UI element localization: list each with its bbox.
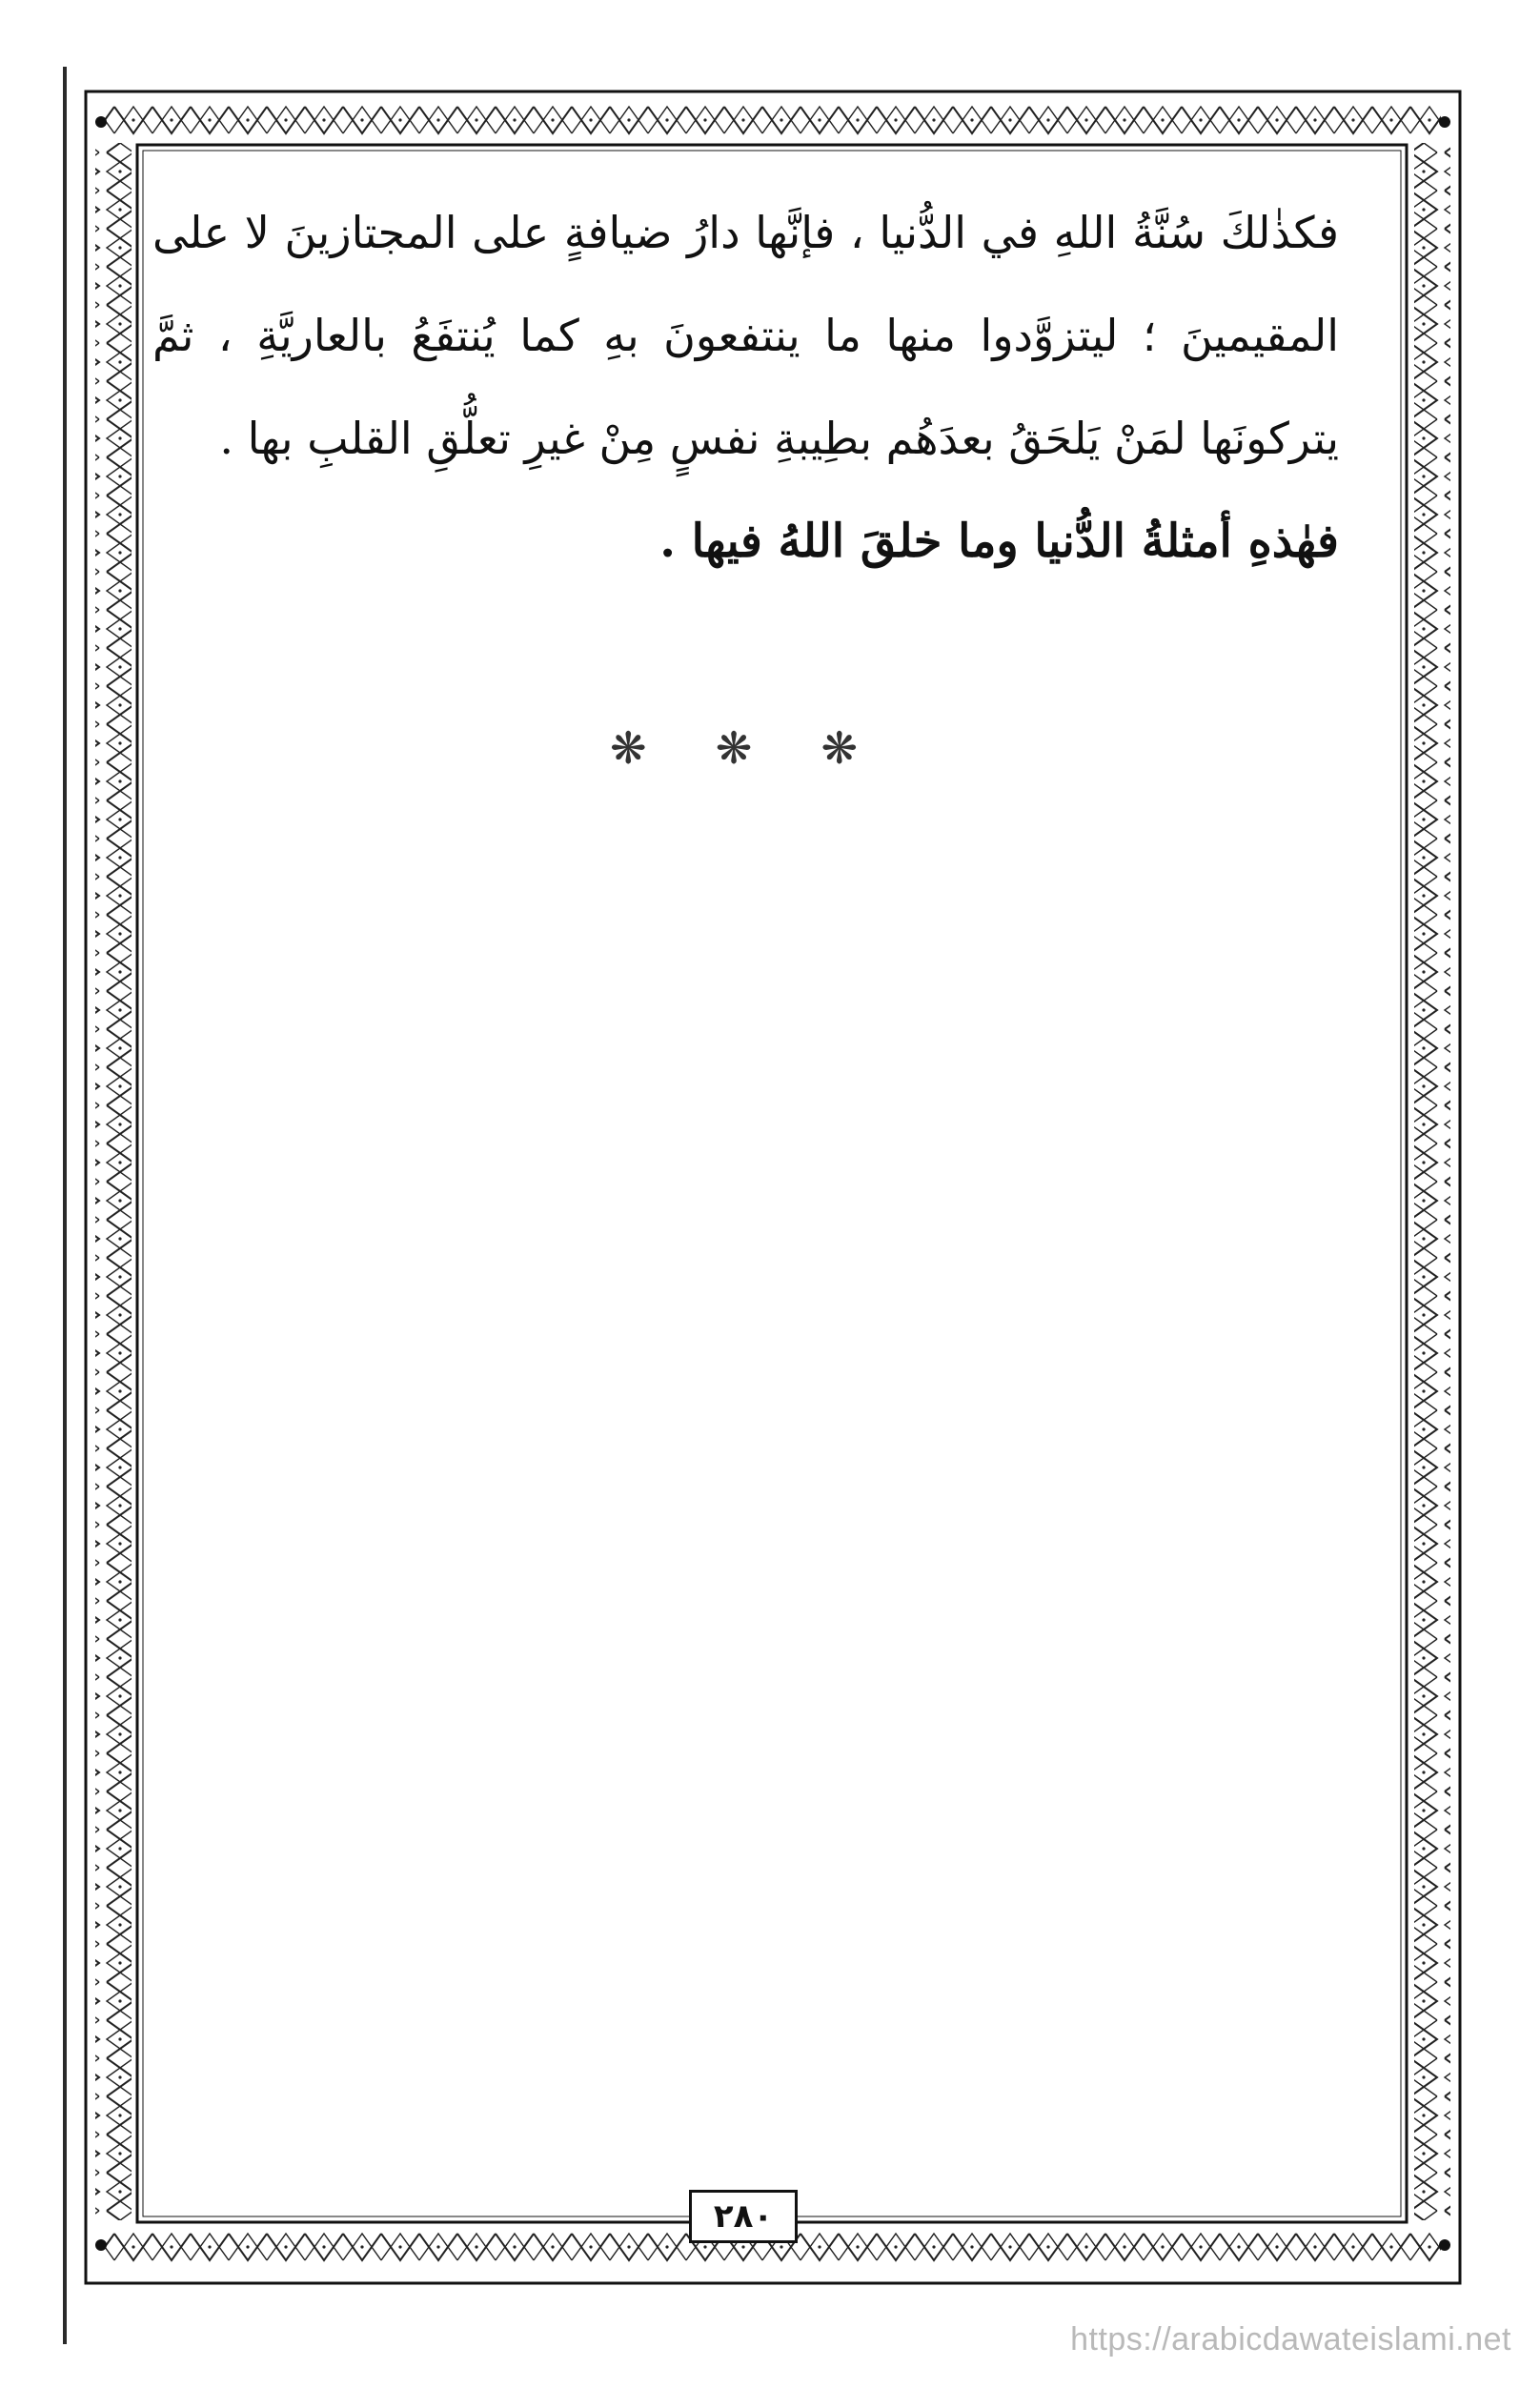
page-number: ٢٨٠ xyxy=(689,2190,798,2243)
section-separator xyxy=(610,719,858,777)
separator-star-icon: ❋ xyxy=(821,722,858,774)
separator-star-icon: ❋ xyxy=(715,722,753,774)
main-text-area xyxy=(152,181,1339,593)
body-paragraph: فكذٰلكَ سُنَّةُ اللهِ في الدُّنيا ، فإنَّها دارُ ضيافةٍ على المجتازينَ لا على المقيمينَ ؛ ليتزوَّدوا منها ما ينتفعونَ بهِ كما يُنتفَعُ بالعاريَّةِ ، ثمَّ يتركونَها لمَنْ يَلحَقُ بعدَهُم بطِيبةِ نفسٍ مِنْ غيرِ تعلُّقِ القلبِ بها . xyxy=(152,207,1339,464)
separator-star-icon: ❋ xyxy=(610,722,647,774)
closing-sentence: فهٰذهِ أمثلةُ الدُّنيا وما خلقَ اللهُ فيها . xyxy=(659,515,1339,568)
source-watermark: https://arabicdawateislami.net xyxy=(1070,2321,1511,2358)
